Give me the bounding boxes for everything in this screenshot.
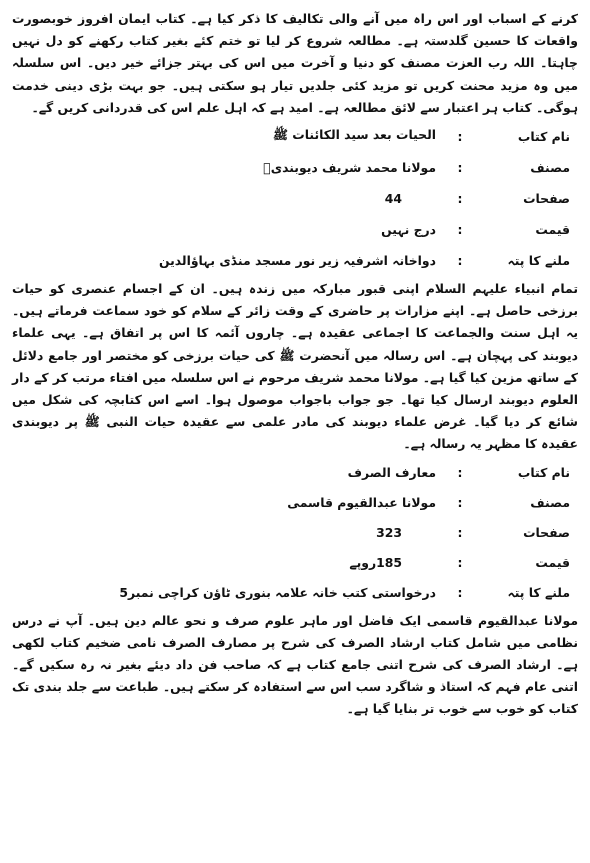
separator: :: [457, 585, 463, 601]
book1-title-row: [159, 121, 570, 152]
book1-author-value: مولانا محمد شریف دیوبندیؒ: [263, 160, 436, 176]
book2-address-row: [119, 578, 570, 608]
book1-name-value: الحیات بعد سید الکائنات ﷺ: [273, 127, 436, 143]
separator: :: [457, 555, 463, 571]
book2-review-paragraph: مولانا عبدالقیوم قاسمی ایک فاضل اور ماہر علوم صرف و نحو عالم دین ہیں۔ آپ نے درس نظامی میں شامل کتاب ارشاد الصرف کی شرح پر مصارف الصرف نامی ضخیم کتاب لکھی ہے۔ ارشاد الصرف کی شرح اتنی جامع کتاب ہے کہ صاحب فن داد دیئے بغیر نہ رہ سکیں گے۔ اتنی عام فہم کہ استاذ و شاگرد سب اس سے استفادہ کر سکتے ہیں۔ طباعت سے جلد بندی تک کتاب کو خوب سے خوب تر بنایا گیا ہے۔: [12, 612, 578, 717]
book1-price-label: قیمت: [535, 222, 570, 238]
book1-price-value: درج نہیں: [381, 222, 436, 238]
separator: :: [457, 465, 463, 481]
book2-title-row: [119, 458, 570, 488]
book2-address-value: درخواستی کتب خانہ علامہ بنوری ٹاؤن کراچی نمبر5: [119, 585, 436, 601]
book2-pages-row: [119, 518, 570, 548]
book1-address-label: ملنے کا پتہ: [507, 253, 570, 269]
book1-pages-value: 44: [384, 191, 402, 207]
book1-name-label: نام کتاب: [517, 129, 570, 145]
book2-author-row: [119, 488, 570, 518]
book1-address-value: دواخانہ اشرفیہ زیر نور مسجد منڈی بہاؤالدین: [158, 253, 436, 269]
book2-author-value: مولانا عبدالقیوم قاسمی: [287, 495, 436, 511]
book1-author-label: مصنف: [530, 160, 570, 176]
book2-pages-label: صفحات: [523, 525, 570, 541]
book1-details: [159, 121, 570, 276]
intro-paragraph: کرنے کے اسباب اور اس راہ میں آنے والی تکالیف کا ذکر کیا ہے۔ کتاب ایمان افروز خوبصورت واقعات کا حسین گلدستہ ہے۔ مطالعہ شروع کر لیا تو ختم کئے بغیر کتاب رکھنے کو دل نہیں چاہتا۔ اللہ رب العزت مصنف کو دنیا و آخرت میں اس کی بہتر جزائے خیر دیں۔ اس سلسلہ میں وہ مزید محنت کریں تو مزید کئی جلدیں تیار ہو سکتی ہیں۔ جو بہت بڑی دینی خدمت ہوگی۔ کتاب ہر اعتبار سے لائق مطالعہ ہے۔ امید ہے کہ اہل علم اس کی قدردانی کریں گے۔: [12, 11, 578, 115]
book2-name-value: معارف الصرف: [347, 465, 436, 481]
separator: :: [457, 160, 463, 176]
book2-details: [119, 458, 570, 608]
book2-author-label: مصنف: [530, 495, 570, 511]
separator: :: [457, 129, 463, 145]
book2-price-row: [119, 548, 570, 578]
book1-pages-row: [159, 183, 570, 214]
book2-price-value: 185روپے: [349, 555, 402, 571]
book1-address-row: [159, 245, 570, 276]
book2-pages-value: 323: [376, 525, 402, 541]
book1-pages-label: صفحات: [523, 191, 570, 207]
book2-address-label: ملنے کا پتہ: [507, 585, 570, 601]
separator: :: [457, 495, 463, 511]
separator: :: [457, 253, 463, 269]
separator: :: [457, 525, 463, 541]
book2-price-label: قیمت: [535, 555, 570, 571]
book1-price-row: [159, 214, 570, 245]
separator: :: [457, 222, 463, 238]
separator: :: [457, 191, 463, 207]
book1-author-row: [159, 152, 570, 183]
book2-name-label: نام کتاب: [517, 465, 570, 481]
book1-review-paragraph: تمام انبیاء علیہم السلام اپنی قبور مبارکہ میں زندہ ہیں۔ ان کے اجسام عنصری کو حیات برزخی حاصل ہے۔ اپنے مزارات پر حاضری کے وقت زائر کے سلام کو خود سماعت فرماتے ہیں۔ یہ اہل سنت والجماعت کا اجماعی عقیدہ ہے۔ چاروں آئمہ کا اس پر اتفاق ہے۔ یہی علماء دیوبند کی پہچان ہے۔ اس رسالہ میں آنحضرت ﷺ کی حیات برزخی کو مختصر اور جامع دلائل کے ساتھ مزین کیا گیا ہے۔ مولانا محمد شریف مرحوم نے اس سلسلہ میں افتاء مرتب کر کے دار العلوم دیوبند ارسال کیا تھا۔ جو جواب باجواب موصول ہوا۔ اسے اس کتابچہ کی شکل میں شائع کر دیا گیا۔ غرض علماء دیوبند کی مادر علمی سے عقیدہ حیات النبی ﷺ پر دیوبندی عقیدہ کا مظہر یہ رسالہ ہے۔: [12, 281, 578, 452]
